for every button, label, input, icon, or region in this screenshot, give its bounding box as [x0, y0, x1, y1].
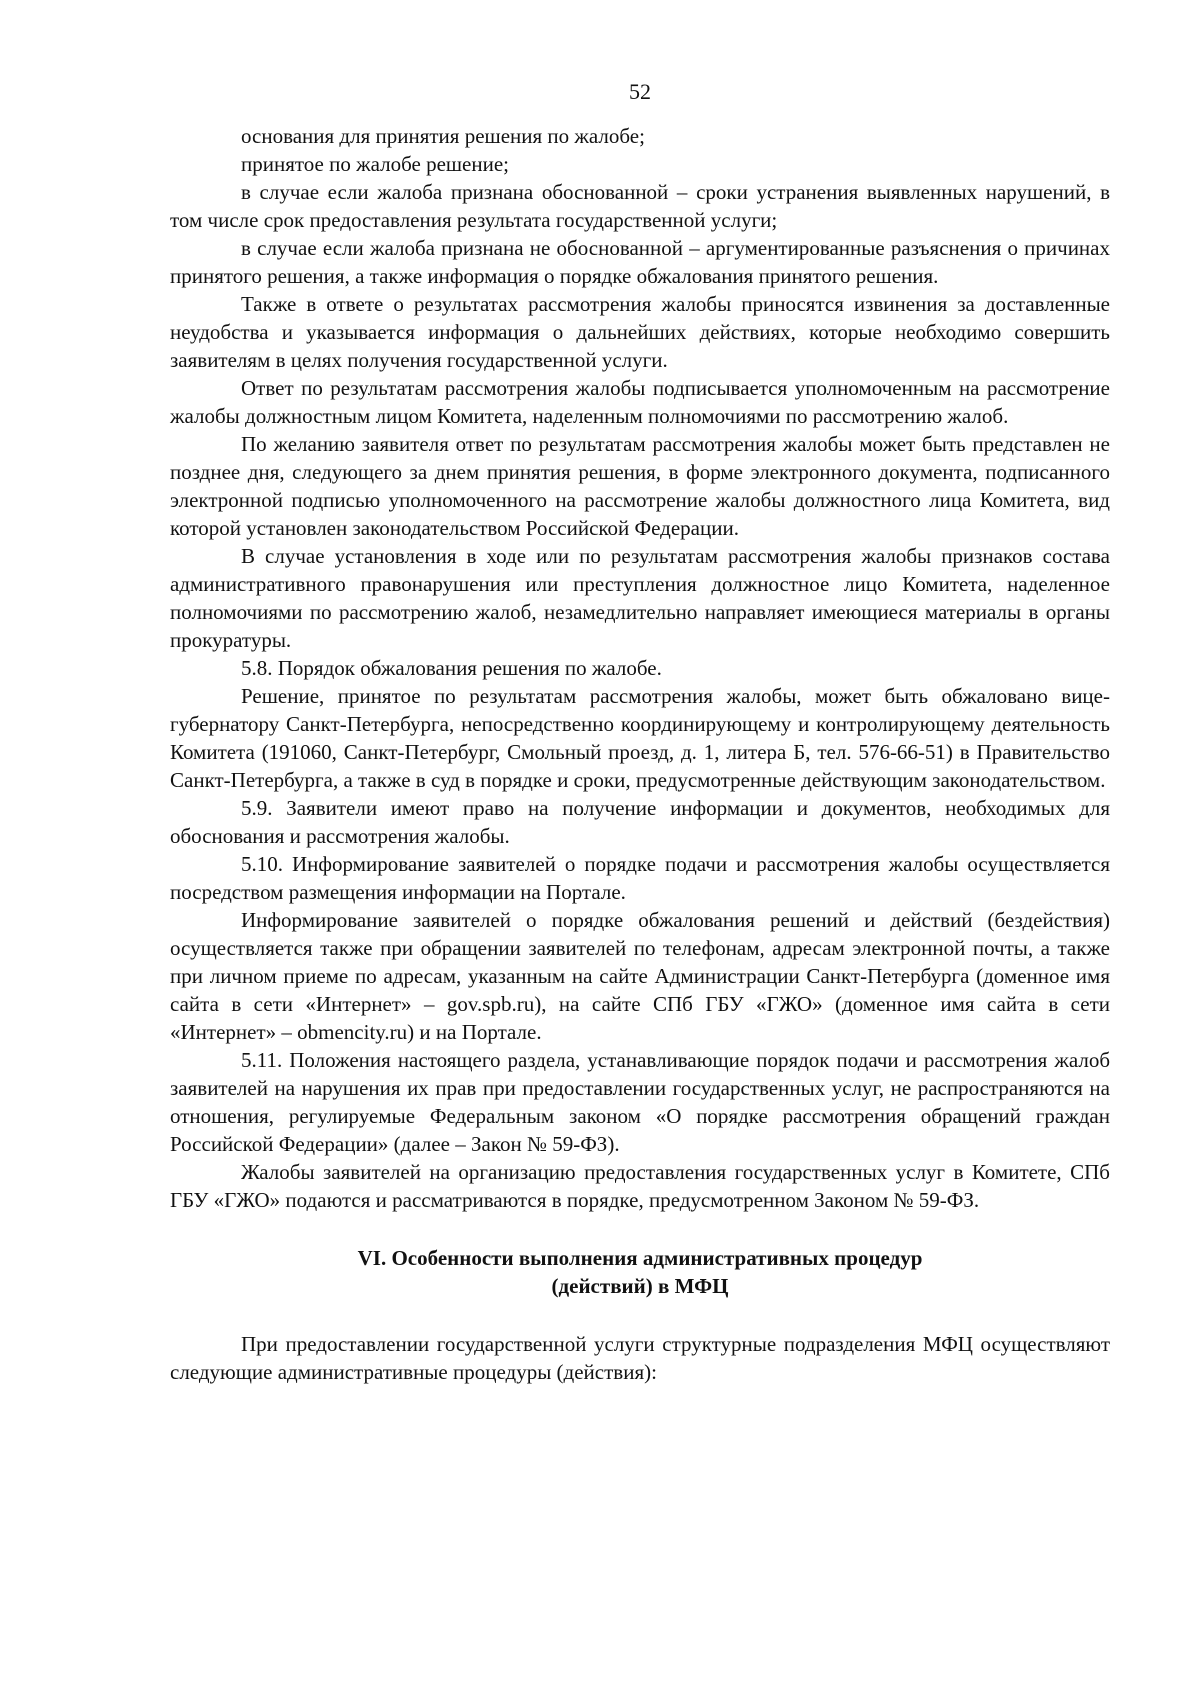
body-text-bottom — [170, 1330, 1110, 1386]
paragraph: в случае если жалоба признана не обоснованной – аргументированные разъяснения о причинах принятого решения, а также информация о порядке обжалования принятого решения. — [170, 236, 1110, 288]
paragraph: Информирование заявителей о порядке обжалования решений и действий (бездействия) осуществляется также при обращении заявителей по телефонам, адресам электронной почты, а также при личном приеме по адресам, указанным на сайте Администрации Санкт-Петербурга (доменное имя сайта в сети «Интернет» – gov.spb.ru), на сайте СПб ГБУ «ГЖО» (доменное имя сайта в сети «Интернет» – obmencity.ru) и на Портале. — [170, 908, 1110, 1044]
paragraph: При предоставлении государственной услуги структурные подразделения МФЦ осуществляют следующие административные процедуры (действия): — [170, 1332, 1110, 1384]
paragraph: основания для принятия решения по жалобе; — [241, 124, 645, 148]
paragraph: Решение, принятое по результатам рассмотрения жалобы, может быть обжаловано вице-губернатору Санкт-Петербурга, непосредственно координирующему и контролирующему деятельность Комитета (191060, Санкт-Петербург, Смольный проезд, д. 1, литера Б, тел. 576-66-51) в Правительство Санкт-Петербурга, а также в суд в порядке и сроки, предусмотренные действующим законодательством. — [170, 684, 1110, 792]
body-text-top — [170, 122, 1110, 1214]
page-number: 52 — [629, 79, 651, 104]
paragraph: Также в ответе о результатах рассмотрения жалобы приносятся извинения за доставленные неудобства и указывается информация о дальнейших действиях, которые необходимо совершить заявителям в целях получения государственной услуги. — [170, 292, 1110, 372]
document-page — [170, 78, 1110, 1678]
paragraph: Ответ по результатам рассмотрения жалобы подписывается уполномоченным на рассмотрение жалобы должностным лицом Комитета, наделенным полномочиями по рассмотрению жалоб. — [170, 376, 1110, 428]
paragraph: в случае если жалоба признана обоснованной – сроки устранения выявленных нарушений, в том числе срок предоставления результата государственной услуги; — [170, 180, 1110, 232]
section-heading — [170, 1244, 1110, 1300]
paragraph: По желанию заявителя ответ по результатам рассмотрения жалобы может быть представлен не позднее дня, следующего за днем принятия решения, в форме электронного документа, подписанного электронной подписью уполномоченного на рассмотрение жалобы должностного лица Комитета, вид которой установлен законодательством Российской Федерации. — [170, 432, 1110, 540]
paragraph: Жалобы заявителей на организацию предоставления государственных услуг в Комитете, СПб ГБУ «ГЖО» подаются и рассматриваются в порядке, предусмотренном Законом № 59-ФЗ. — [170, 1160, 1110, 1212]
paragraph: 5.9. Заявители имеют право на получение информации и документов, необходимых для обоснования и рассмотрения жалобы. — [170, 796, 1110, 848]
paragraph: 5.8. Порядок обжалования решения по жалобе. — [241, 656, 662, 680]
paragraph: принятое по жалобе решение; — [241, 152, 510, 176]
section-heading-line: VI. Особенности выполнения административных процедур — [357, 1246, 923, 1270]
paragraph: В случае установления в ходе или по результатам рассмотрения жалобы признаков состава административного правонарушения или преступления должностное лицо Комитета, наделенное полномочиями по рассмотрению жалоб, незамедлительно направляет имеющиеся материалы в органы прокуратуры. — [170, 544, 1110, 652]
paragraph: 5.11. Положения настоящего раздела, устанавливающие порядок подачи и рассмотрения жалоб заявителей на нарушения их прав при предоставлении государственных услуг, не распространяются на отношения, регулируемые Федеральным законом «О порядке рассмотрения обращений граждан Российской Федерации» (далее – Закон № 59-ФЗ). — [170, 1048, 1110, 1156]
section-heading-line: (действий) в МФЦ — [551, 1274, 729, 1298]
paragraph: 5.10. Информирование заявителей о порядке подачи и рассмотрения жалобы осуществляется посредством размещения информации на Портале. — [170, 852, 1110, 904]
